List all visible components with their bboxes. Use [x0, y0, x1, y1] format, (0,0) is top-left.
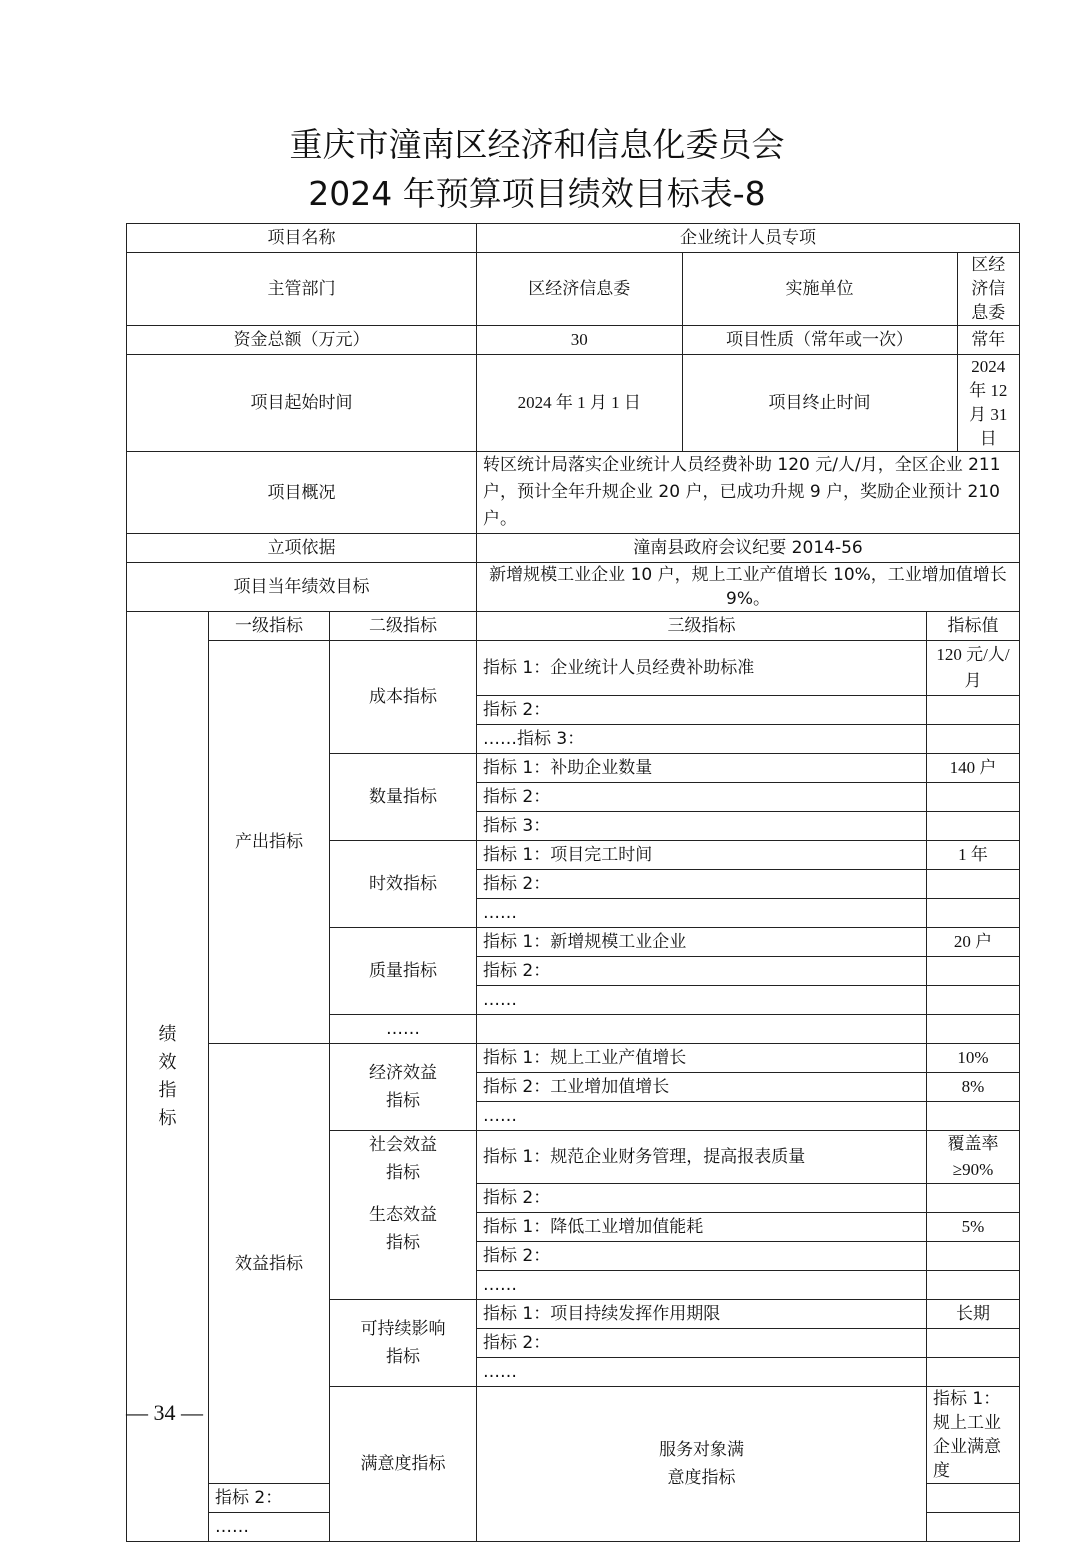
satisfaction-label: 满意度指标 — [330, 1387, 477, 1542]
impl-label: 实施单位 — [682, 253, 957, 325]
row-fund — [127, 326, 1020, 355]
output-label: 产出指标 — [209, 641, 330, 1044]
econ-r1: 指标 1：规上工业产值增长 — [477, 1044, 927, 1073]
start-label: 项目起始时间 — [127, 355, 477, 452]
time-inner-table — [477, 355, 1019, 451]
empty-cell — [927, 1242, 1020, 1271]
social-eco-label-cell — [330, 1131, 477, 1300]
empty-cell — [927, 1271, 1020, 1300]
goal-label: 项目当年绩效目标 — [127, 563, 477, 612]
header-l1: 一级指标 — [209, 612, 330, 641]
econ-label-text: 经济效益指标 — [369, 1063, 437, 1111]
row-overview — [127, 452, 1020, 534]
dept-value: 区经济信息委 — [477, 253, 682, 325]
sustain-label — [330, 1300, 477, 1387]
empty-cell — [927, 696, 1020, 725]
social-r2: 指标 2： — [477, 1184, 927, 1213]
econ-v2: 8% — [927, 1073, 1020, 1102]
sustain-v1: 长期 — [927, 1300, 1020, 1329]
empty-cell — [927, 986, 1020, 1015]
impl-value: 区经济信息委 — [971, 255, 1006, 323]
dept-split-cell — [477, 253, 1020, 326]
econ-r3: …… — [477, 1102, 927, 1131]
eco-label-text: 生态效益指标 — [369, 1205, 437, 1253]
cost-label: 成本指标 — [330, 641, 477, 754]
project-name-label: 项目名称 — [127, 224, 477, 253]
empty-cell — [927, 1513, 1020, 1542]
table-row — [127, 1044, 1020, 1073]
service-r3: …… — [209, 1513, 330, 1542]
quality-label: 质量指标 — [330, 928, 477, 1015]
row-basis — [127, 534, 1020, 563]
dept-inner-table — [477, 253, 1019, 325]
fund-label: 资金总额（万元） — [127, 326, 477, 355]
empty-cell — [927, 1184, 1020, 1213]
service-r2: 指标 2： — [209, 1484, 330, 1513]
row-perf-header — [127, 612, 1020, 641]
quality-v1: 20 户 — [927, 928, 1020, 957]
sustain-label-text: 可持续影响指标 — [360, 1319, 446, 1367]
social-v1: 覆盖率≥90% — [927, 1131, 1020, 1184]
goal-value: 新增规模工业企业 10 户，规上工业产值增长 10%，工业增加值增长 9%。 — [477, 563, 1020, 612]
overview-value: 转区统计局落实企业统计人员经费补助 120 元/人/月，全区企业 211 户，预计全年升规企业 20 户，已成功升规 9 户，奖励企业预计 210 户。 — [477, 452, 1020, 534]
eco-v1: 5% — [927, 1213, 1020, 1242]
fund-inner-table — [477, 326, 1019, 354]
cost-v1: 120 元/人/月 — [927, 641, 1020, 696]
qty-r2: 指标 2： — [477, 783, 927, 812]
time-r1: 指标 1：项目完工时间 — [477, 841, 927, 870]
header-l2: 二级指标 — [330, 612, 477, 641]
eco-r3: …… — [477, 1271, 927, 1300]
econ-r2: 指标 2：工业增加值增长 — [477, 1073, 927, 1102]
quality-r2: 指标 2： — [477, 957, 927, 986]
cost-r2: 指标 2： — [477, 696, 927, 725]
row-goal — [127, 563, 1020, 612]
empty-cell — [927, 1015, 1020, 1044]
sustain-r3: …… — [477, 1358, 927, 1387]
empty-cell — [927, 1484, 1020, 1513]
quality-r3: …… — [477, 986, 927, 1015]
empty-cell — [927, 725, 1020, 754]
service-r1: 指标 1：规上工业企业满意度 — [927, 1387, 1020, 1484]
row-time — [127, 355, 1020, 452]
sustain-r2: 指标 2： — [477, 1329, 927, 1358]
empty-cell — [927, 1358, 1020, 1387]
social-label-text: 社会效益指标 — [369, 1135, 437, 1183]
qty-v1: 140 户 — [927, 754, 1020, 783]
end-label: 项目终止时间 — [682, 355, 957, 451]
qty-r3: 指标 3： — [477, 812, 927, 841]
overview-label: 项目概况 — [127, 452, 477, 534]
row-department — [127, 253, 1020, 326]
eco-r2: 指标 2： — [477, 1242, 927, 1271]
time-label: 时效指标 — [330, 841, 477, 928]
project-name-value: 企业统计人员专项 — [477, 224, 1020, 253]
time-v1: 1 年 — [927, 841, 1020, 870]
end-value: 2024 年 12 月 31 日 — [969, 357, 1008, 448]
service-label — [477, 1387, 927, 1542]
eco-r1: 指标 1：降低工业增加值能耗 — [477, 1213, 927, 1242]
perf-label-text: 绩 效 指 标 — [158, 1023, 177, 1129]
header-l3: 三级指标 — [477, 612, 927, 641]
basis-value: 潼南县政府会议纪要 2014-56 — [477, 534, 1020, 563]
empty-cell — [927, 1329, 1020, 1358]
time-r2: 指标 2： — [477, 870, 927, 899]
empty-cell — [927, 899, 1020, 928]
empty-cell — [927, 783, 1020, 812]
start-value: 2024 年 1 月 1 日 — [477, 355, 682, 451]
fund-split-cell — [477, 326, 1020, 355]
qty-r1: 指标 1：补助企业数量 — [477, 754, 927, 783]
page-number: — 34 — — [126, 1400, 203, 1425]
basis-label: 立项依据 — [127, 534, 477, 563]
header-val: 指标值 — [927, 612, 1020, 641]
qty-label: 数量指标 — [330, 754, 477, 841]
performance-target-table — [126, 223, 1020, 1542]
econ-v1: 10% — [927, 1044, 1020, 1073]
empty-cell — [477, 1015, 927, 1044]
empty-cell — [927, 870, 1020, 899]
empty-cell — [927, 812, 1020, 841]
row-project-name — [127, 224, 1020, 253]
dept-label: 主管部门 — [127, 253, 477, 326]
social-r1: 指标 1：规范企业财务管理，提高报表质量 — [477, 1131, 927, 1184]
time-split-cell — [477, 355, 1020, 452]
nature-label: 项目性质（常年或一次） — [682, 326, 957, 354]
service-label-text: 服务对象满意度指标 — [659, 1440, 744, 1488]
econ-label — [330, 1044, 477, 1131]
cost-r3: ……指标 3： — [477, 725, 927, 754]
cost-r1: 指标 1：企业统计人员经费补助标准 — [477, 641, 927, 696]
empty-cell — [927, 1102, 1020, 1131]
fund-value: 30 — [477, 326, 682, 354]
output-more: …… — [330, 1015, 477, 1044]
sustain-r1: 指标 1：项目持续发挥作用期限 — [477, 1300, 927, 1329]
time-r3: …… — [477, 899, 927, 928]
document-title-line1: 重庆市潼南区经济和信息化委员会 — [289, 125, 785, 164]
table-row — [127, 641, 1020, 696]
quality-r1: 指标 1：新增规模工业企业 — [477, 928, 927, 957]
nature-value: 常年 — [971, 330, 1006, 350]
benefit-label: 效益指标 — [209, 1044, 330, 1484]
empty-cell — [927, 957, 1020, 986]
document-title-line2: 2024 年预算项目绩效目标表-8 — [308, 174, 766, 213]
